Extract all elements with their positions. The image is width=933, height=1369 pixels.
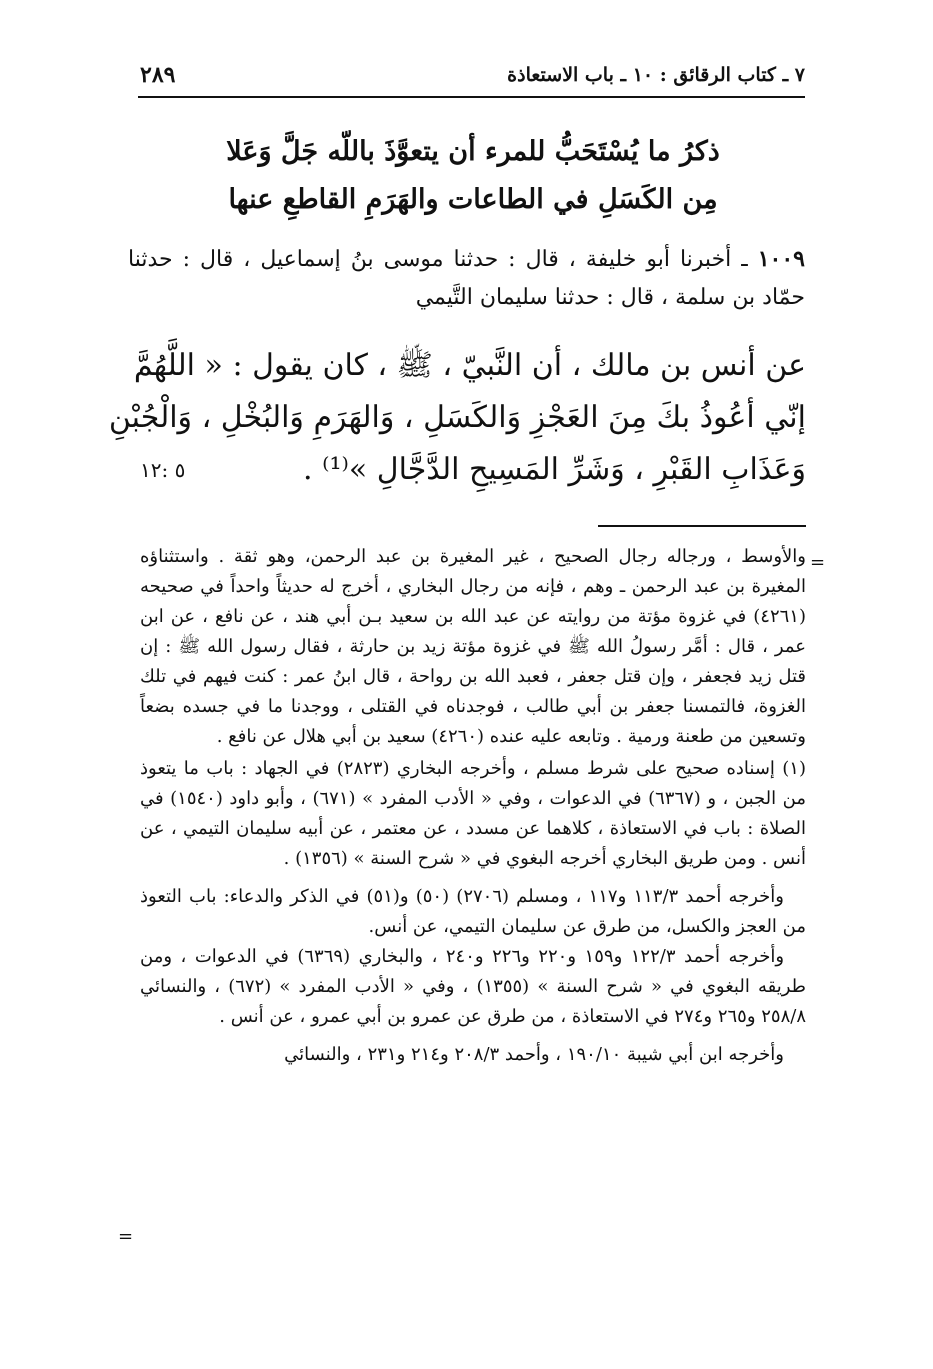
- chapter-title: [140, 128, 806, 224]
- page-number: ٢٨٩: [140, 62, 176, 88]
- footnote-paragraph-3: وأخرجه أحمد ١٢٢/٣ و١٥٩ و٢٢٠ و٢٢٦ و٢٤٠ ، والبخاري (٦٣٦٩) في الدعوات ، ومن طريقه البغوي في « شرح السنة » (١٣٥٥) ، وفي « الأدب المفرد » (٦٧٢) ، والنسائي ٢٥٨/٨ و٢٦٥ و٢٧٤ في الاستعاذة ، من طرق عن عمرو بن أبي عمرو ، عن أنس .: [140, 946, 806, 1027]
- footnote-paragraph-4: وأخرجه ابن أبي شيبة ١٩٠/١٠ ، وأحمد ٢٠٨/٣ و٢١٤ و٢٣١ ، والنسائي: [284, 1044, 784, 1065]
- hadith-matn: [108, 340, 806, 496]
- continuation-mark: =: [810, 552, 826, 573]
- isnad-text: ـ أخبرنا أبو خليفة ، قال : حدثنا موسى بنُ إسماعيل ، قال : حدثنا حمّاد بن سلمة ، قال : حدثنا سليمان التَّيمي: [128, 247, 805, 310]
- header-rule: [138, 96, 805, 98]
- footnote-paragraph-2: وأخرجه أحمد ١١٣/٣ و١١٧ ، ومسلم (٢٧٠٦) (٥٠) و(٥١) في الذكر والدعاء: باب التعوذ من العجز والكسل، من طرق عن سليمان التيمي، عن أنس.: [140, 886, 806, 937]
- footnotes: [140, 542, 806, 1070]
- matn-line-3-wrap: [140, 444, 806, 496]
- page-header: [140, 62, 805, 98]
- hadith-isnad: [128, 240, 805, 317]
- cross-reference: ٥ :١٢: [140, 458, 186, 482]
- chapter-title-line-1: ذكرُ ما يُسْتَحَبُّ للمرء أن يتعوَّذَ باللّه جَلَّ وَعَلا: [226, 136, 720, 167]
- footnote-separator: [598, 525, 806, 527]
- matn-line-3: وَعَذَابِ القَبْرِ ، وَشَرِّ المَسِيحِ الدَّجَّالِ »⁽¹⁾ .: [303, 452, 806, 487]
- matn-line-2: إنّي أعُوذُ بكَ مِنَ العَجْزِ وَالكَسَلِ ، وَالهَرَمِ وَالبُخْلِ ، وَالْجُبْنِ: [108, 400, 806, 435]
- matn-line-1: عن أنس بن مالك ، أن النَّبيّ ، ﷺ ، كان يقول : « اللَّهُمَّ: [133, 348, 806, 383]
- hadith-number: ١٠٠٩: [757, 246, 805, 272]
- running-title: ٧ ـ كتاب الرقائق : ١٠ ـ باب الاستعاذة: [507, 64, 805, 86]
- footnote-1: (١) إسناده صحيح على شرط مسلم ، وأخرجه البخاري (٢٨٢٣) في الجهاد : باب ما يتعوذ من الجبن ، و (٦٣٦٧) في الدعوات ، وفي « الأدب المفرد » (٦٧١) ، وأبو داود (١٥٤٠) في الصلاة : باب في الاستعاذة ، كلاهما عن مسدد ، عن معتمر ، عن أبيه سليمان التيمي ، عن أنس . ومن طريق البخاري أخرجه البغوي في « شرح السنة » (١٣٥٦) .: [140, 758, 806, 869]
- chapter-title-line-2: مِن الكَسَلِ في الطاعات والهَرَمِ القاطعِ عنها: [228, 184, 718, 215]
- footnote-continuation: والأوسط ، ورجاله رجال الصحيح ، غير المغيرة بن عبد الرحمن، وهو ثقة . واستثناؤه المغيرة بن عبد الرحمن ـ وهم ، فإنه من رجال البخاري ، أخرج له حديثاً واحداً في صحيحه (٤٢٦١) في غزوة مؤتة من روايته عن عبد الله بن سعيد بـن أبي هند ، عن نافع ، عن ابن عمر ، قال : أمَّر رسولُ الله ﷺ في غزوة مؤتة زيد بن حارثة ، فقال رسول الله ﷺ : إن قتل زيد فجعفر ، وإن قتل جعفر ، فعبد الله بن رواحة ، قال ابنُ عمر : كنت فيهم في تلك الغزوة، فالتمسنا جعفر بن أبي طالب ، فوجدناه في القتلى ، ووجدنا ما في جسده بضعاً وتسعين من طعنة ورمية . وتابعه عليه عنده (٤٢٦٠) سعيد بن أبي هلال عن نافع .: [140, 546, 806, 747]
- end-continuation-mark: =: [118, 1226, 134, 1247]
